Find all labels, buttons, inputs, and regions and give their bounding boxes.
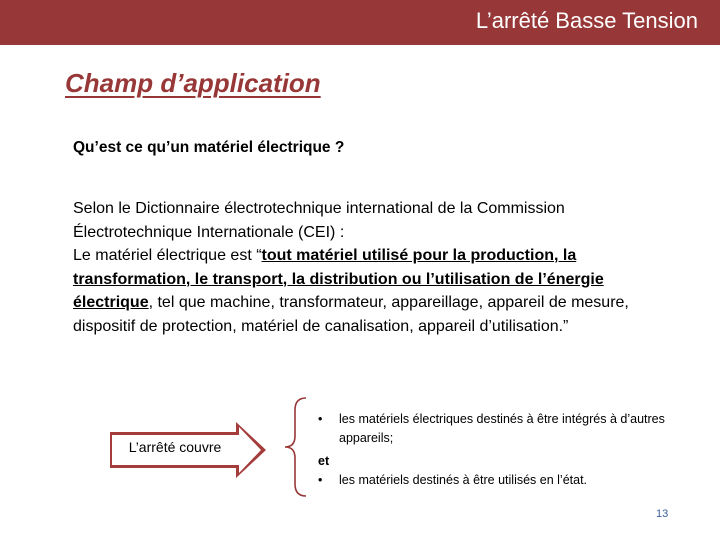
bullet-icon: • bbox=[318, 473, 323, 487]
question-text: Qu’est ce qu’un matériel électrique ? bbox=[73, 139, 345, 156]
header-title: L’arrêté Basse Tension bbox=[475, 8, 698, 33]
scope-item-1-text: les matériels électriques destinés à être intégrés à d’autres appareils; bbox=[339, 412, 665, 445]
scope-item-2-text: les matériels destinés à être utilisés en l’état. bbox=[339, 473, 588, 487]
arrow-label: L’arrêté couvre bbox=[128, 439, 222, 455]
scope-connector: et bbox=[318, 454, 330, 468]
header-bar bbox=[0, 0, 720, 45]
definition-intro: Selon le Dictionnaire électrotechnique international de la Commission Électrotechnique Internationale (CEI) : bbox=[73, 200, 565, 241]
bullet-icon: • bbox=[318, 412, 323, 426]
definition-text bbox=[73, 244, 673, 338]
page-number: 13 bbox=[656, 508, 669, 520]
definition-block bbox=[73, 197, 673, 338]
scope-item-1 bbox=[318, 410, 678, 448]
definition-emphasis: tout matériel utilisé pour la production, la transformation, le transport, la distribution ou l’utilisation de l’énergie électrique bbox=[73, 247, 604, 311]
left-brace-icon bbox=[282, 396, 312, 498]
scope-list bbox=[318, 410, 678, 490]
section-title: Champ d’application bbox=[65, 68, 321, 98]
scope-item-2 bbox=[318, 471, 678, 490]
definition-lead: Le matériel électrique est “ bbox=[73, 247, 262, 264]
definition-tail: , tel que machine, transformateur, appareillage, appareil de mesure, dispositif de protection, matériel de canalisation, appareil d’utilisation.” bbox=[73, 294, 629, 335]
